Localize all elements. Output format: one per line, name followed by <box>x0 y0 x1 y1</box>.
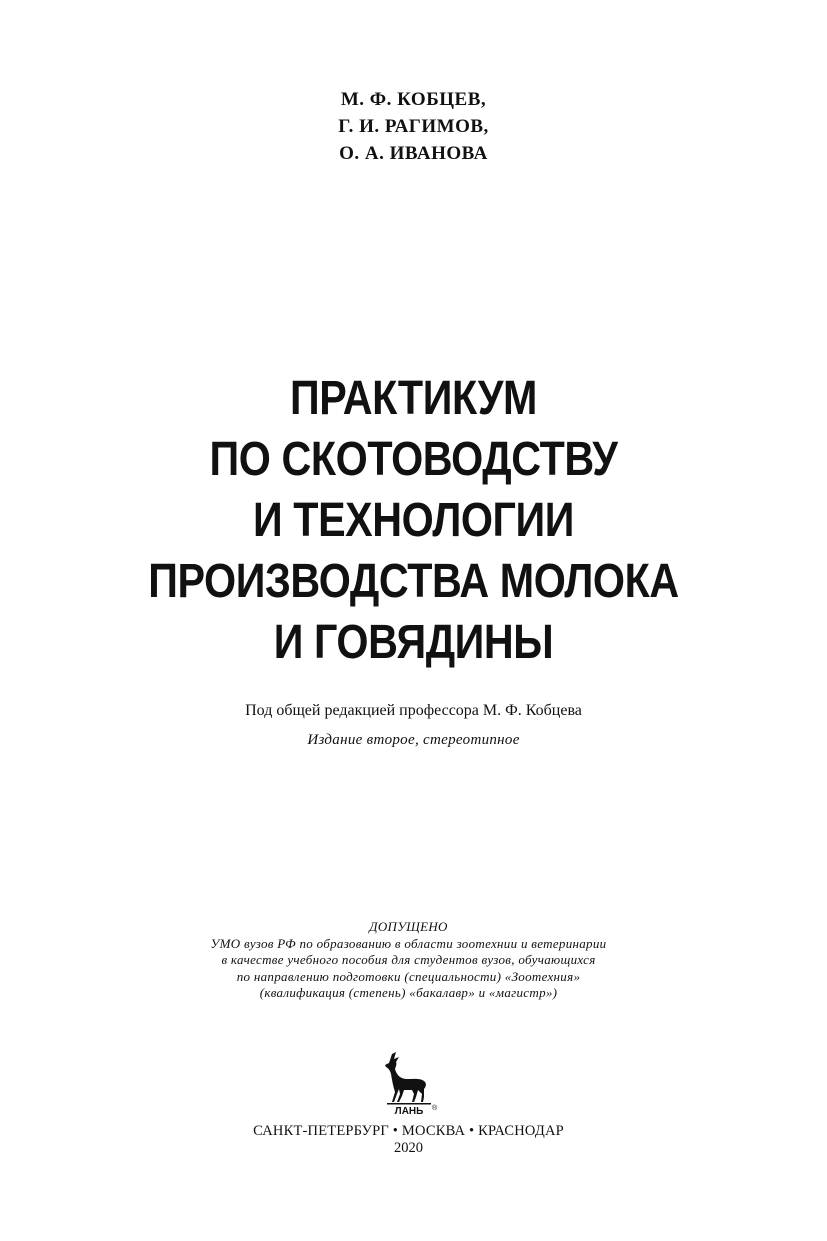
title-line: И ГОВЯДИНЫ <box>273 616 554 669</box>
approval-heading: ДОПУЩЕНО <box>369 919 448 934</box>
title-line: ПРОИЗВОДСТВА МОЛОКА <box>148 555 679 608</box>
approval-line: (квалификация (степень) «бакалавр» и «магистр») <box>259 985 558 1000</box>
publisher-logo <box>380 1050 440 1116</box>
editor-line: Под общей редакцией профессора М. Ф. Кобцева <box>245 702 582 719</box>
author-name: М. Ф. КОБЦЕВ, <box>340 89 487 110</box>
logo-wordmark: ЛАНЬ <box>394 1106 424 1116</box>
title-line: ПО СКОТОВОДСТВУ <box>209 433 618 486</box>
book-title <box>0 368 827 673</box>
title-line: И ТЕХНОЛОГИИ <box>253 494 574 547</box>
authors-block <box>0 86 827 167</box>
approval-line: УМО вузов РФ по образованию в области зоотехнии и ветеринарии <box>210 935 607 951</box>
approval-stamp <box>0 919 817 1002</box>
edition-line: Издание второе, стереотипное <box>307 732 520 748</box>
doe-deer-logo-icon <box>380 1050 440 1116</box>
registered-mark: ® <box>432 1105 438 1112</box>
author-name: Г. И. РАГИМОВ, <box>338 116 489 137</box>
title-line: ПРАКТИКУМ <box>290 372 537 425</box>
publication-year: 2020 <box>394 1140 423 1156</box>
author-name: О. А. ИВАНОВА <box>339 143 488 164</box>
approval-line: по направлению подготовки (специальности) «Зоотехния» <box>236 968 581 984</box>
approval-line: в качестве учебного пособия для студентов вузов, обучающихся <box>221 952 596 967</box>
publisher-cities: САНКТ-ПЕТЕРБУРГ • МОСКВА • КРАСНОДАР <box>253 1123 564 1139</box>
